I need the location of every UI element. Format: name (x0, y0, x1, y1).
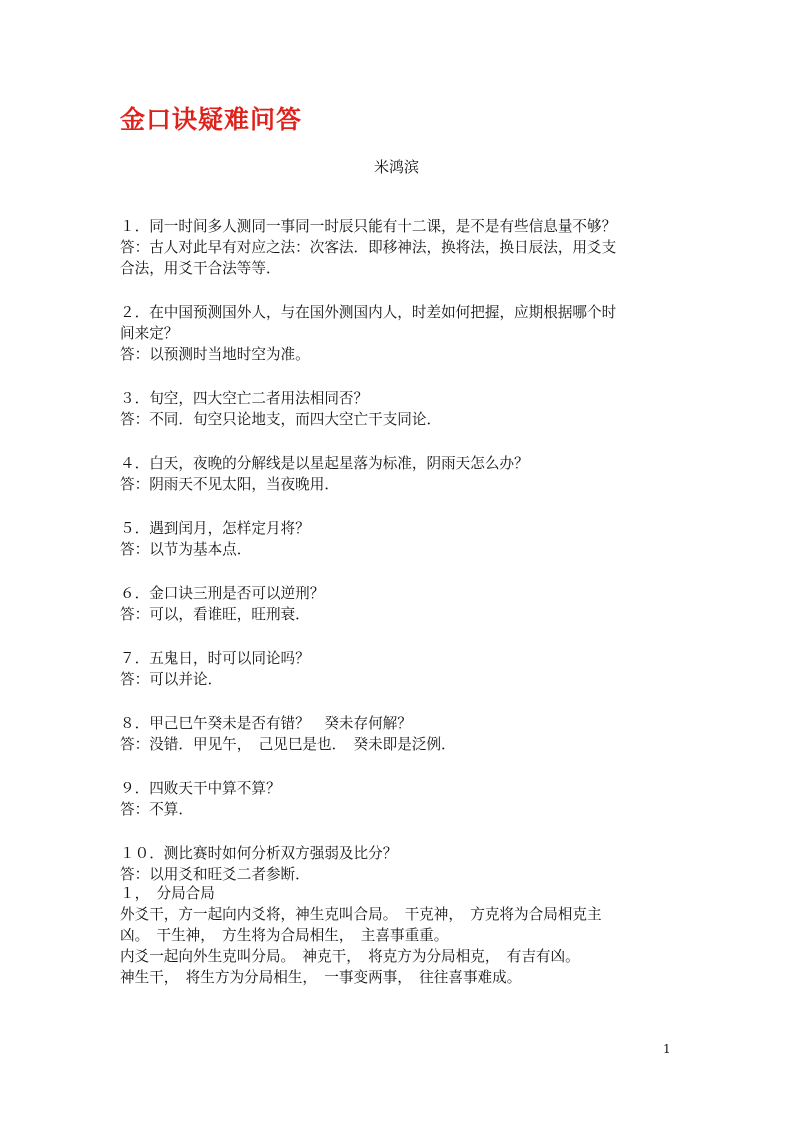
page-number: 1 (663, 1042, 671, 1056)
qa-line: 答：阴雨天不见太阳，当夜晚用． (120, 476, 339, 493)
qa-line: ２．在中国预测国外人，与在国外测国内人，时差如何把握，应期根据哪个时 (120, 304, 617, 321)
qa-item-1 (120, 216, 680, 279)
qa-item-3 (120, 388, 680, 430)
qa-line: ８．甲己巳午癸未是否有错？ 癸未存何解？ (120, 715, 412, 732)
qa-line: 合法，用爻干合法等等． (120, 260, 281, 277)
qa-line: 答：不同．旬空只论地支，而四大空亡干支同论． (120, 411, 442, 428)
qa-line: 答：古人对此早有对应之法：次客法．即移神法，换将法，换日辰法，用爻支 (120, 239, 617, 256)
qa-line: １０．测比赛时如何分析双方强弱及比分？ (120, 845, 398, 862)
qa-line: ６．金口诀三刑是否可以逆刑？ (120, 585, 325, 602)
qa-list (120, 216, 680, 908)
qa-item-9 (120, 778, 680, 820)
section-heading: １， 分局合局 (120, 885, 215, 902)
qa-line: ５．遇到闰月，怎样定月将？ (120, 520, 310, 537)
qa-line: １．同一时间多人测同一事同一时辰只能有十二课，是不是有些信息量不够？ (120, 218, 617, 235)
qa-item-4 (120, 453, 680, 495)
qa-item-7 (120, 648, 680, 690)
qa-line: ３．旬空，四大空亡二者用法相同否？ (120, 390, 369, 407)
section-line: 内爻一起向外生克叫分局。 神克干， 将克方为分局相克， 有吉有凶。 (120, 948, 580, 965)
qa-line: 答：以用爻和旺爻二者参断． (120, 866, 310, 883)
qa-line: 答：没错．甲见午， 己见巳是也． 癸未即是泛例． (120, 736, 456, 753)
section-line: 外爻干，方一起向内爻将，神生克叫合局。 干克神， 方克将为合局相克主 (120, 906, 602, 923)
qa-line: 答：可以并论． (120, 671, 223, 688)
section-split-and-combined (120, 883, 680, 988)
qa-line: 答：以节为基本点． (120, 541, 252, 558)
qa-item-5 (120, 518, 680, 560)
qa-line: ７．五鬼日，时可以同论吗？ (120, 650, 310, 667)
qa-item-6 (120, 583, 680, 625)
qa-line: 答：不算． (120, 801, 193, 818)
author-name: 米鸿滨 (373, 158, 419, 176)
qa-line: 答：以预测时当地时空为准。 (120, 346, 310, 363)
document-title: 金口诀疑难问答 (120, 105, 303, 134)
qa-line: 答：可以，看谁旺，旺刑衰． (120, 606, 310, 623)
qa-line: ９．四败天干中算不算？ (120, 780, 281, 797)
qa-item-2 (120, 302, 680, 365)
qa-line: ４．白天，夜晚的分解线是以星起星落为标准，阴雨天怎么办？ (120, 455, 529, 472)
qa-item-8 (120, 713, 680, 755)
qa-line: 间来定？ (120, 325, 179, 342)
qa-item-10 (120, 843, 680, 885)
section-line: 凶。 干生神， 方生将为合局相生， 主喜事重重。 (120, 927, 449, 944)
section-line: 神生干， 将生方为分局相生， 一事变两事， 往往喜事难成。 (120, 969, 522, 986)
